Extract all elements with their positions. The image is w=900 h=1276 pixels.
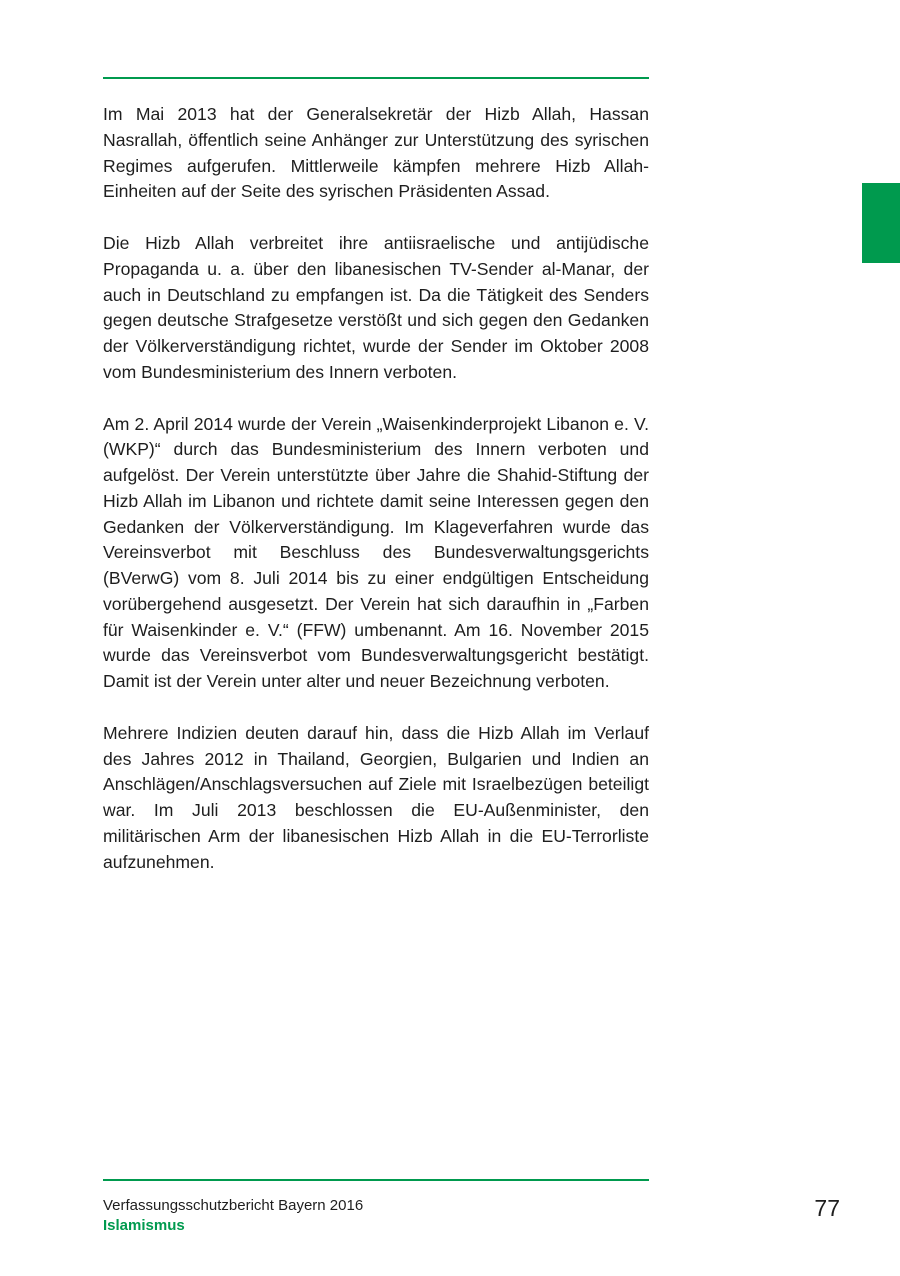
footer-rule	[103, 1179, 649, 1181]
footer-section-name: Islamismus	[103, 1217, 185, 1234]
paragraph: Die Hizb Allah verbreitet ihre antiisraelische und antijüdische Propaganda u. a. über den libanesischen TV-Sender al-Manar, der auch in Deutschland zu empfangen ist. Da die Tätigkeit des Senders gegen deutsche Strafgesetze verstößt und sich gegen den Gedanken der Völkerverständigung richtet, wurde der Sender im Oktober 2008 vom Bundesministerium des Innern verboten.	[103, 233, 649, 382]
footer-publication-title: Verfassungsschutzbericht Bayern 2016	[103, 1197, 364, 1214]
body-text	[103, 102, 649, 901]
paragraph: Am 2. April 2014 wurde der Verein „Waisenkinderprojekt Libanon e. V. (WKP)“ durch das Bundesministerium des Innern verboten und aufgelöst. Der Verein unterstützte über Jahre die Shahid-Stiftung der Hizb Allah im Libanon und richtete damit seine Interessen gegen den Gedanken der Völkerverständigung. Im Klageverfahren wurde das Vereinsverbot mit Beschluss des Bundesverwaltungsgerichts (BVerwG) vom 8. Juli 2014 bis zu einer endgültigen Entscheidung vorübergehend ausgesetzt. Der Verein hat sich daraufhin in „Farben für Waisenkinder e. V.“ (FFW) umbenannt. Am 16. November 2015 wurde das Vereinsverbot vom Bundesverwaltungsgericht bestätigt. Damit ist der Verein unter alter und neuer Bezeichnung verboten.	[103, 413, 649, 691]
header-rule	[103, 77, 649, 79]
paragraph: Im Mai 2013 hat der Generalsekretär der Hizb Allah, Hassan Nasrallah, öffentlich seine Anhänger zur Unterstützung des syrischen Regimes aufgerufen. Mittlerweile kämpfen mehrere Hizb Allah-Einheiten auf der Seite des syrischen Präsidenten Assad.	[103, 104, 649, 202]
chapter-tab-marker	[862, 183, 900, 263]
paragraph: Mehrere Indizien deuten darauf hin, dass die Hizb Allah im Verlauf des Jahres 2012 in Thailand, Georgien, Bulgarien und Indien an Anschlägen/Anschlagsversuchen auf Ziele mit Israelbezügen beteiligt war. Im Juli 2013 beschlossen die EU-Außenminister, den militärischen Arm der libanesischen Hizb Allah in die EU-Terrorliste aufzunehmen.	[103, 722, 649, 872]
page-number: 77	[814, 1195, 840, 1221]
